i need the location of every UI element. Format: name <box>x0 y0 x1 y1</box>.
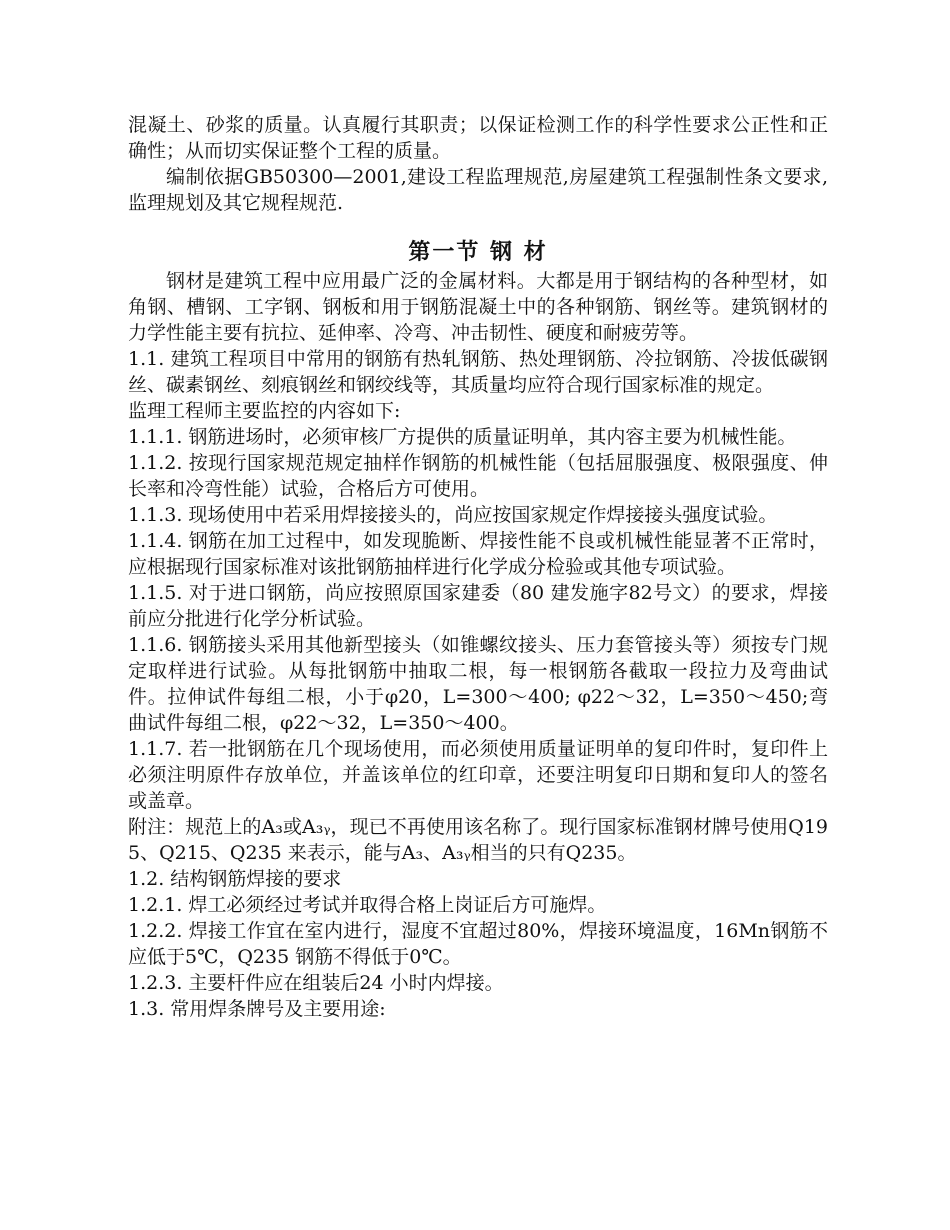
intro-paragraph-2: 编制依据GB50300—2001,建设工程监理规范,房屋建筑工程强制性条文要求,监理规划及其它规程规范. <box>128 166 828 214</box>
document-page <box>128 112 828 1022</box>
monitor-intro: 监理工程师主要监控的内容如下: <box>128 400 401 422</box>
clause-1-2-3: 1.2.3. 主要杆件应在组装后24 小时内焊接。 <box>128 972 504 994</box>
clause-1-1-5: 1.1.5. 对于进口钢筋，尚应按照原国家建委（80 建发施字82号文）的要求，焊接前应分批进行化学分析试验。 <box>128 582 828 630</box>
clause-1-2-2: 1.2.2. 焊接工作宜在室内进行，湿度不宜超过80%，焊接环境温度，16Mn钢筋不应低于5℃，Q235 钢筋不得低于0℃。 <box>128 920 828 968</box>
intro-paragraph-1: 混凝土、砂浆的质量。认真履行其职责；以保证检测工作的科学性要求公正性和正确性；从而切实保证整个工程的质量。 <box>128 114 828 162</box>
clause-1-1-6: 1.1.6. 钢筋接头采用其他新型接头（如锥螺纹接头、压力套管接头等）须按专门规定取样进行试验。从每批钢筋中抽取二根，每一根钢筋各截取一段拉力及弯曲试件。拉伸试件每组二根，小于φ20，L=300～400; φ22～32，L=350～450;弯曲试件每组二根，φ22～32，L=350～400。 <box>128 634 828 734</box>
clause-1-3: 1.3. 常用焊条牌号及主要用途: <box>128 998 386 1020</box>
clause-1-1: 1.1. 建筑工程项目中常用的钢筋有热轧钢筋、热处理钢筋、冷拉钢筋、冷拔低碳钢丝、碳素钢丝、刻痕钢丝和钢绞线等，其质量均应符合现行国家标准的规定。 <box>128 348 828 396</box>
clause-1-1-7: 1.1.7. 若一批钢筋在几个现场使用，而必须使用质量证明单的复印件时，复印件上必须注明原件存放单位，并盖该单位的红印章，还要注明复印日期和复印人的签名或盖章。 <box>128 738 828 812</box>
clause-1-1-1: 1.1.1. 钢筋进场时，必须审核厂方提供的质量证明单，其内容主要为机械性能。 <box>128 426 797 448</box>
clause-1-2: 1.2. 结构钢筋焊接的要求 <box>128 868 342 890</box>
clause-1-1-4: 1.1.4. 钢筋在加工过程中，如发现脆断、焊接性能不良或机械性能显著不正常时，应根据现行国家标准对该批钢筋抽样进行化学成分检验或其他专项试验。 <box>128 530 828 578</box>
clause-1-2-1: 1.2.1. 焊工必须经过考试并取得合格上岗证后方可施焊。 <box>128 894 607 916</box>
clause-1-1-2: 1.1.2. 按现行国家规范规定抽样作钢筋的机械性能（包括屈服强度、极限强度、伸长率和冷弯性能）试验，合格后方可使用。 <box>128 452 828 500</box>
section-title: 第一节 钢 材 <box>408 240 548 265</box>
clause-1-1-3: 1.1.3. 现场使用中若采用焊接接头的，尚应按国家规定作焊接接头强度试验。 <box>128 504 778 526</box>
section-intro: 钢材是建筑工程中应用最广泛的金属材料。大都是用于钢结构的各种型材，如角钢、槽钢、工字钢、钢板和用于钢筋混凝土中的各种钢筋、钢丝等。建筑钢材的力学性能主要有抗拉、延伸率、冷弯、冲击韧性、硬度和耐疲劳等。 <box>128 270 828 344</box>
note-paragraph: 附注：规范上的A₃或A₃ᵧ，现已不再使用该名称了。现行国家标准钢材牌号使用Q195、Q215、Q235 来表示，能与A₃、A₃ᵧ相当的只有Q235。 <box>128 816 828 864</box>
